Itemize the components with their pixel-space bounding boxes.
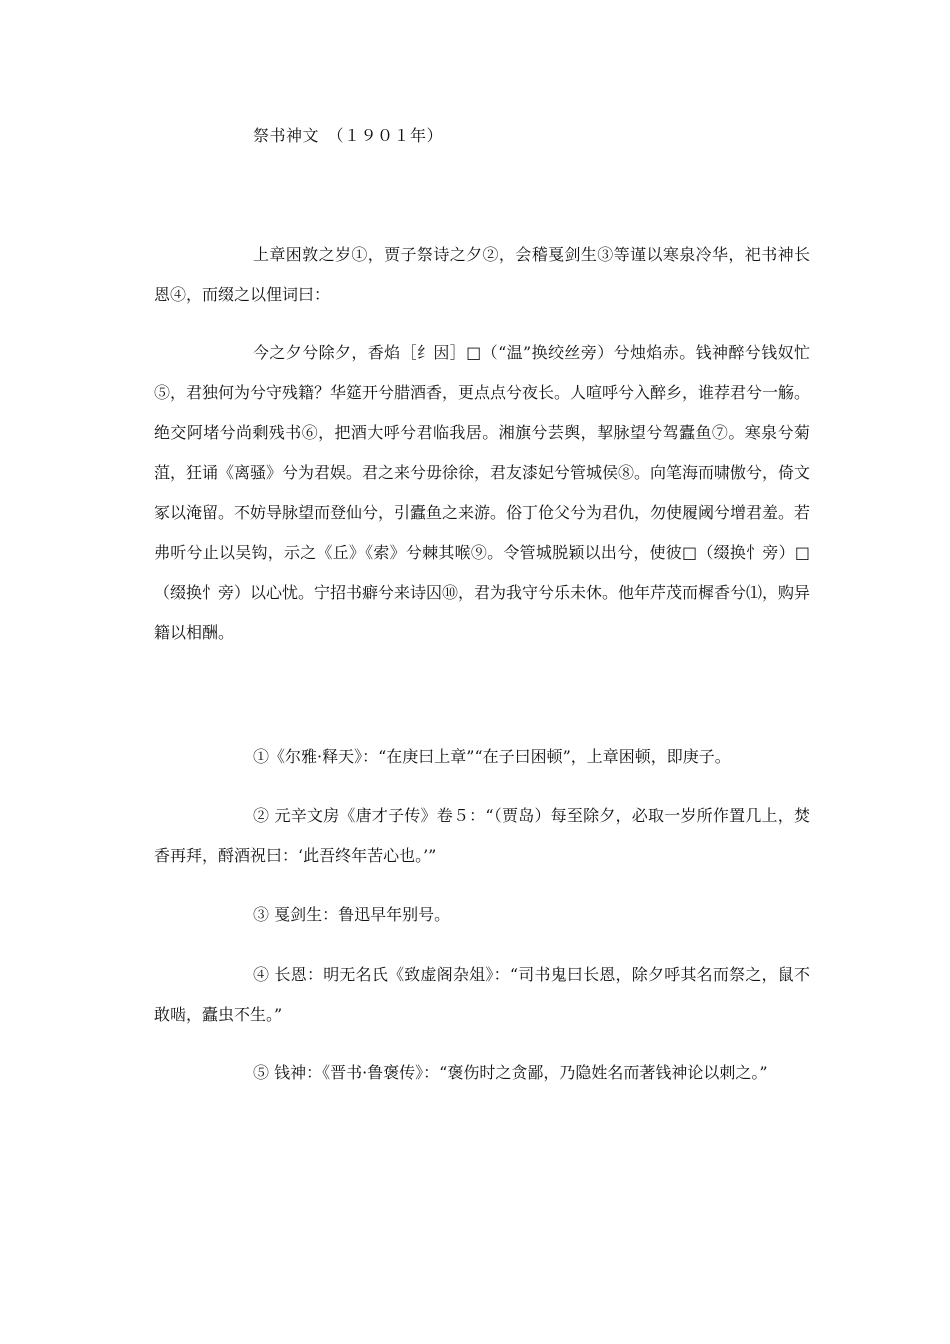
intro-paragraph: 上章困敦之岁①，贾子祭诗之夕②，会稽戛剑生③等谨以寒泉冷华，祀书神长恩④，而缀之以俚词曰： [154, 245, 810, 304]
footnote-1: ①《尔雅·释天》：“在庚曰上章”“在子曰困顿”，上章困顿，即庚子。 [253, 747, 731, 766]
poem-paragraph: 今之夕兮除夕，香焰［纟因］□（“温”换绞丝旁）兮烛焰赤。钱神醉兮钱奴忙⑤，君独何为兮守残籍？华筵开兮腊酒香，更点点兮夜长。人喧呼兮入醉乡，谁荐君兮一觞。绝交阿堵兮尚剩残书⑥，把酒大呼兮君临我居。湘旗兮芸舆，挈脉望兮驾蠹鱼⑦。寒泉兮菊菹，狂诵《离骚》兮为君娱。君之来兮毋徐徐，君友漆妃兮管城侯⑧。向笔海而啸傲兮，倚文冢以淹留。不妨导脉望而登仙兮，引蠹鱼之来游。俗丁伧父兮为君仇，勿使履阈兮增君羞。若弗听兮止以吴钩，示之《丘》《索》兮棘其喉⑨。令管城脱颖以出兮，使彼□（缀换忄旁）□（缀换忄旁）以心忧。宁招书癖兮来诗囚⑩，君为我守兮乐未休。他年芹茂而樨香兮⑴，购异籍以相酬。 [154, 343, 811, 642]
footnote-5: ⑤ 钱神：《晋书·鲁褒传》：“褒伤时之贪鄙，乃隐姓名而著钱神论以刺之。” [253, 1063, 768, 1082]
footnote-3: ③ 戛剑生：鲁迅早年别号。 [253, 905, 451, 924]
footnote-4: ④ 长恩：明无名氏《致虚阁杂俎》：“司书鬼曰长恩，除夕呼其名而祭之，鼠不敢啮，蠹虫不生。” [154, 965, 810, 1024]
footnote-2: ② 元辛文房《唐才子传》卷５：“（贾岛）每至除夕，必取一岁所作置几上，焚香再拜，酹酒祝曰：‘此吾终年苦心也。’” [154, 806, 810, 865]
document-title: 祭书神文 （１９０１年） [253, 126, 444, 145]
